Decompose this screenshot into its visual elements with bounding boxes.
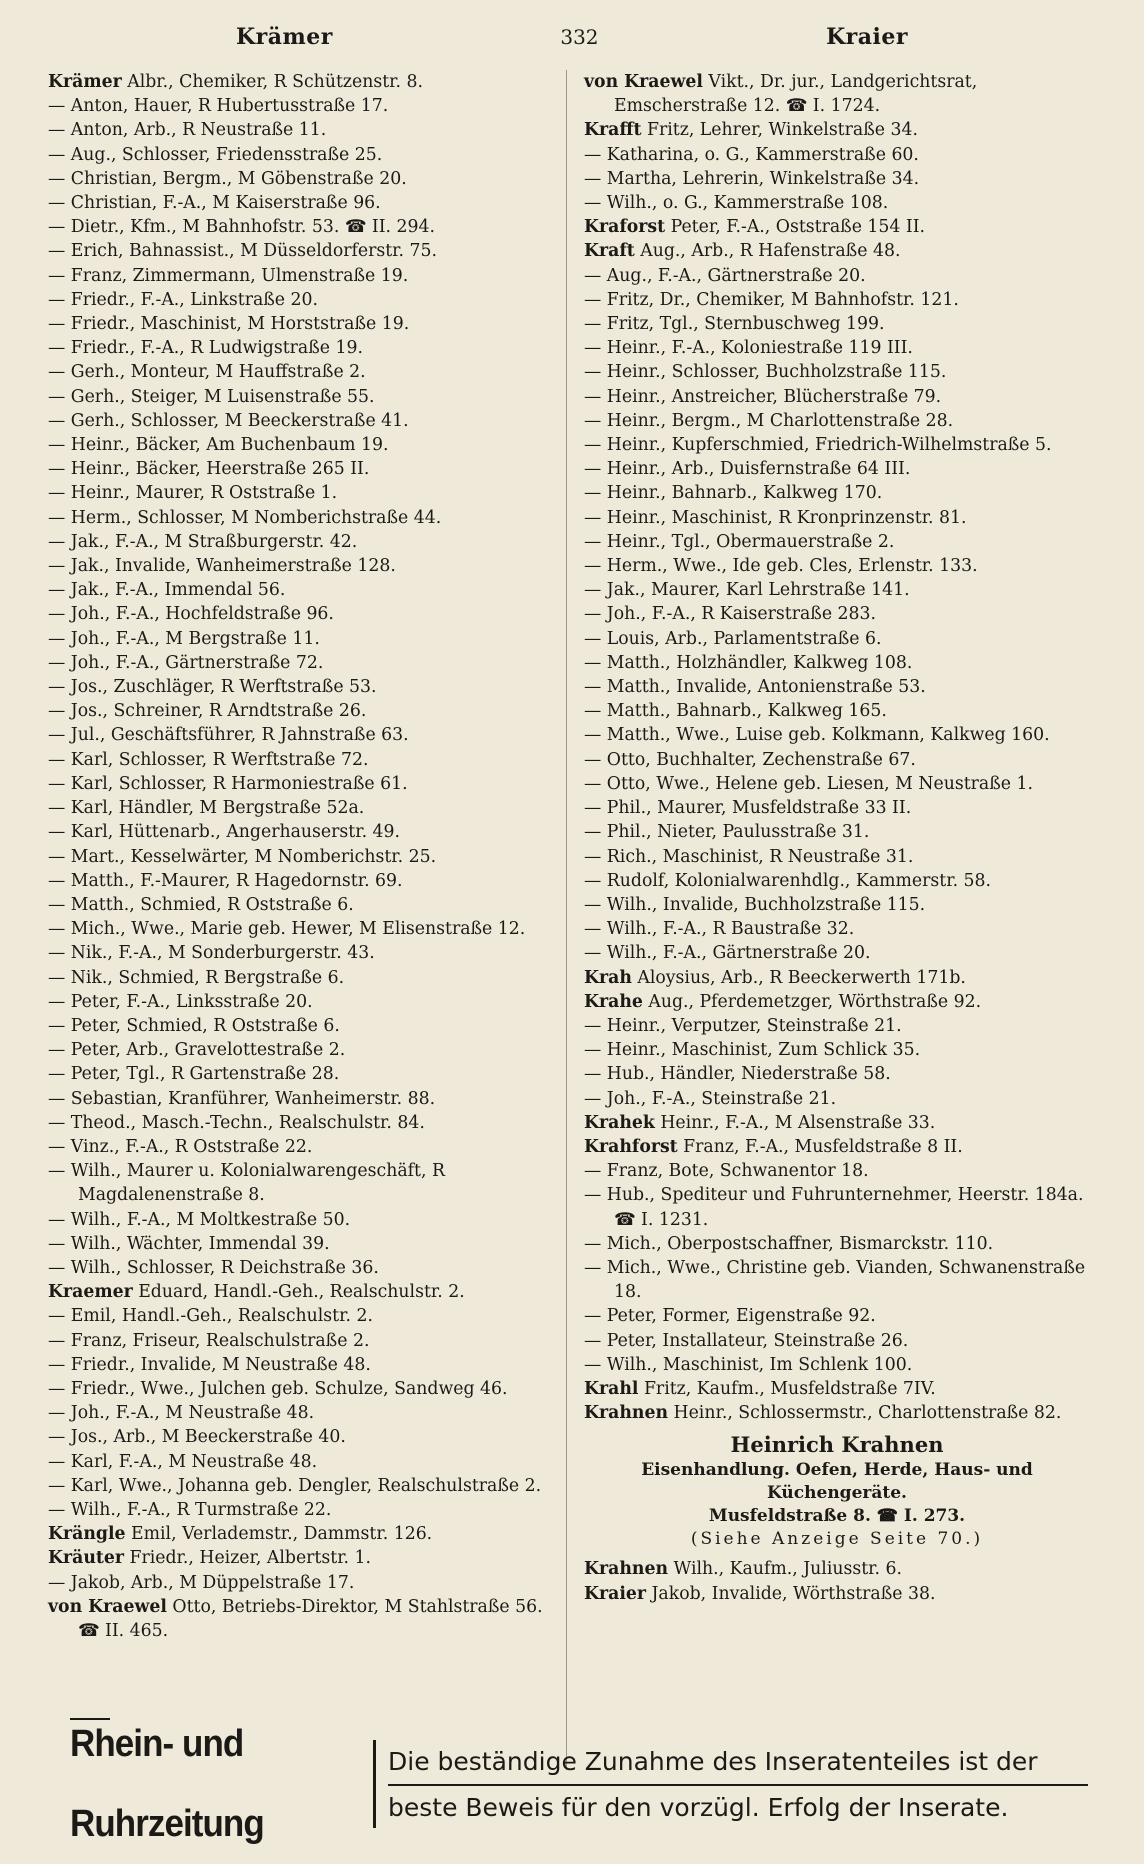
entry-text: — Jak., Maurer, Karl Lehrstraße 141. — [584, 580, 910, 601]
entry-text: Franz, F.-A., Musfeldstraße 8 II. — [677, 1136, 963, 1157]
entry-text: — Heinr., Bergm., M Charlottenstraße 28. — [584, 410, 954, 431]
directory-entry — [584, 748, 1090, 772]
advertisement-reference: (Siehe Anzeige Seite 70.) — [690, 1529, 984, 1550]
directory-entry — [584, 409, 1090, 433]
entry-text: — Christian, Bergm., M Göbenstraße 20. — [48, 168, 407, 189]
entry-text: — Matth., Wwe., Luise geb. Kolkmann, Kalkweg 160. — [584, 725, 1050, 746]
entry-text: — Wilh., Maurer u. Kolonialwarengeschäft, R Magdalenenstraße 8. — [48, 1161, 445, 1206]
entry-text: — Peter, Installateur, Steinstraße 26. — [584, 1330, 909, 1351]
entry-text: — Matth., Schmied, R Oststraße 6. — [48, 894, 354, 915]
entry-text: — Heinr., Maschinist, Zum Schlick 35. — [584, 1040, 921, 1061]
entry-text: — Wilh., F.-A., Gärtnerstraße 20. — [584, 943, 871, 964]
directory-entry — [584, 1232, 1090, 1256]
entry-text: — Otto, Buchhalter, Zechenstraße 67. — [584, 749, 916, 770]
directory-entry — [48, 748, 548, 772]
entry-text: — Matth., Holzhändler, Kalkweg 108. — [584, 652, 913, 673]
entry-text: — Jak., F.-A., Immendal 56. — [48, 580, 286, 601]
entry-text: — Erich, Bahnassist., M Düsseldorferstr. 75. — [48, 241, 438, 262]
entry-text: — Jakob, Arb., M Düppelstraße 17. — [48, 1572, 355, 1593]
directory-entry — [48, 1425, 548, 1449]
entry-text: — Jos., Zuschläger, R Werftstraße 53. — [48, 677, 377, 698]
directory-entry — [48, 917, 548, 941]
page-number: 332 — [560, 25, 599, 49]
entry-text: — Wilh., F.-A., R Turmstraße 22. — [48, 1499, 332, 1520]
entry-text: Wilh., Kaufm., Juliusstr. 6. — [668, 1559, 902, 1580]
directory-entry — [48, 1159, 548, 1207]
entry-text: Heinr., Schlossermstr., Charlottenstraße 82. — [668, 1403, 1062, 1424]
entry-text: — Sebastian, Kranführer, Wanheimerstr. 88. — [48, 1088, 436, 1109]
directory-entry — [48, 336, 548, 360]
entry-text: Friedr., Heizer, Albertstr. 1. — [123, 1548, 372, 1569]
directory-entry — [48, 215, 548, 239]
directory-entry — [48, 288, 548, 312]
entry-text: — Heinr., Bäcker, Heerstraße 265 II. — [48, 459, 370, 480]
entry-text: — Matth., F.-Maurer, R Hagedornstr. 69. — [48, 870, 403, 891]
directory-entry — [48, 70, 548, 94]
directory-entry — [584, 312, 1090, 336]
directory-entry — [48, 1401, 548, 1425]
entry-text: — Wilh., Invalide, Buchholzstraße 115. — [584, 894, 926, 915]
entry-text: — Vinz., F.-A., R Oststraße 22. — [48, 1136, 313, 1157]
directory-entry — [584, 1087, 1090, 1111]
directory-entry — [584, 167, 1090, 191]
entry-text: — Heinr., Bäcker, Am Buchenbaum 19. — [48, 435, 389, 456]
entry-text: — Hub., Händler, Niederstraße 58. — [584, 1064, 891, 1085]
directory-entry — [48, 118, 548, 142]
directory-entry — [48, 941, 548, 965]
directory-entry — [584, 1256, 1090, 1304]
directory-entry — [584, 675, 1090, 699]
entry-text: — Karl, Händler, M Bergstraße 52a. — [48, 798, 365, 819]
entry-text: — Phil., Maurer, Musfeldstraße 33 II. — [584, 798, 912, 819]
directory-entry — [48, 1377, 548, 1401]
entry-text: — Gerh., Steiger, M Luisenstraße 55. — [48, 386, 375, 407]
entry-text: — Joh., F.-A., Hochfeldstraße 96. — [48, 604, 334, 625]
entry-text: — Peter, Tgl., R Gartenstraße 28. — [48, 1064, 340, 1085]
directory-entry — [48, 893, 548, 917]
directory-entry — [48, 1522, 548, 1546]
footer-advertisement — [70, 1718, 1086, 1845]
entry-text: — Wilh., F.-A., M Moltkestraße 50. — [48, 1209, 351, 1230]
directory-entry — [584, 772, 1090, 796]
directory-entry — [48, 845, 548, 869]
entry-text: — Franz, Bote, Schwanentor 18. — [584, 1161, 869, 1182]
entry-text: — Mich., Oberpostschaffner, Bismarckstr. 110. — [584, 1233, 994, 1254]
directory-entry — [584, 699, 1090, 723]
directory-entry — [48, 699, 548, 723]
entry-text: — Heinr., F.-A., Koloniestraße 119 III. — [584, 338, 913, 359]
entry-text: — Emil, Handl.-Geh., Realschulstr. 2. — [48, 1306, 373, 1327]
entry-text: — Mich., Wwe., Christine geb. Vianden, Schwanenstraße 18. — [584, 1257, 1086, 1303]
directory-entry — [48, 409, 548, 433]
entry-text: — Dietr., Kfm., M Bahnhofstr. 53. ☎ II. 294. — [48, 217, 435, 238]
entry-text: — Friedr., F.-A., R Ludwigstraße 19. — [48, 338, 363, 359]
directory-entry — [584, 1062, 1090, 1086]
entry-text: — Christian, F.-A., M Kaiserstraße 96. — [48, 193, 381, 214]
entry-surname: Krafft — [584, 120, 642, 141]
directory-entry — [584, 651, 1090, 675]
entry-text: — Heinr., Arb., Duisfernstraße 64 III. — [584, 459, 911, 480]
entry-text: — Mich., Wwe., Marie geb. Hewer, M Elisenstraße 12. — [48, 919, 526, 940]
entry-text: — Heinr., Tgl., Obermauerstraße 2. — [584, 531, 895, 552]
entry-text: — Heinr., Verputzer, Steinstraße 21. — [584, 1015, 902, 1036]
directory-entry — [584, 1304, 1090, 1328]
directory-entry — [584, 118, 1090, 142]
entry-text: — Friedr., Maschinist, M Horststraße 19. — [48, 314, 410, 335]
advertisement-krahnen — [584, 1431, 1090, 1551]
advertisement-line: Küchengeräte. — [767, 1483, 907, 1504]
directory-entry — [584, 264, 1090, 288]
entry-surname: Krahl — [584, 1378, 639, 1399]
directory-entry — [584, 917, 1090, 941]
directory-entry — [48, 869, 548, 893]
entry-text: — Anton, Hauer, R Hubertusstraße 17. — [48, 96, 389, 117]
directory-entry — [48, 627, 548, 651]
entry-text: — Heinr., Kupferschmied, Friedrich-Wilhelmstraße 5. — [584, 435, 1052, 456]
entry-surname: Krämer — [48, 72, 122, 92]
entry-surname: Krahe — [584, 991, 643, 1012]
directory-entry — [584, 796, 1090, 820]
entry-text: — Karl, F.-A., M Neustraße 48. — [48, 1451, 318, 1472]
directory-entry — [48, 1135, 548, 1159]
directory-entry — [48, 433, 548, 457]
directory-entry — [584, 1038, 1090, 1062]
directory-entry — [584, 941, 1090, 965]
column-divider — [566, 70, 567, 1770]
directory-entry — [584, 70, 1090, 118]
directory-entry — [48, 94, 548, 118]
directory-entry — [48, 796, 548, 820]
directory-entry — [584, 1329, 1090, 1353]
directory-entry — [584, 578, 1090, 602]
directory-entry — [584, 506, 1090, 530]
entry-text: — Anton, Arb., R Neustraße 11. — [48, 120, 327, 141]
page-header — [50, 20, 1094, 54]
entry-text: — Gerh., Monteur, M Hauffstraße 2. — [48, 362, 366, 383]
directory-entry — [584, 554, 1090, 578]
directory-entry — [48, 651, 548, 675]
directory-entry — [48, 602, 548, 626]
entry-surname: von Kraewel — [584, 72, 703, 92]
entry-text: Aug., Pferdemetzger, Wörthstraße 92. — [642, 991, 982, 1012]
entry-surname: Kraft — [584, 241, 635, 262]
directory-entry — [48, 820, 548, 844]
entry-surname: Kräuter — [48, 1548, 124, 1569]
entry-text: — Herm., Schlosser, M Nomberichstraße 44. — [48, 507, 442, 528]
entry-text: — Jos., Arb., M Beeckerstraße 40. — [48, 1427, 346, 1448]
directory-entry — [584, 869, 1090, 893]
entry-text: — Heinr., Maurer, R Oststraße 1. — [48, 483, 338, 504]
entry-text: Aug., Arb., R Hafenstraße 48. — [634, 241, 901, 262]
directory-entry — [48, 675, 548, 699]
entry-text: Fritz, Kaufm., Musfeldstraße 7IV. — [638, 1378, 936, 1399]
slogan-line-1: Die beständige Zunahme des Inseratenteiles ist der — [388, 1747, 1038, 1776]
directory-entry — [584, 1557, 1090, 1581]
right-column-entries-b — [584, 1557, 1090, 1605]
entry-text: — Heinr., Maschinist, R Kronprinzenstr. 81. — [584, 507, 967, 528]
entry-text: — Hub., Spediteur und Fuhrunternehmer, Heerstr. 184a. ☎ I. 1231. — [584, 1185, 1084, 1230]
entry-text: — Joh., F.-A., M Bergstraße 11. — [48, 628, 320, 649]
right-column — [584, 70, 1090, 1606]
entry-text: — Otto, Wwe., Helene geb. Liesen, M Neustraße 1. — [584, 773, 1033, 794]
entry-text: — Friedr., Invalide, M Neustraße 48. — [48, 1354, 371, 1375]
entry-text: — Franz, Zimmermann, Ulmenstraße 19. — [48, 265, 409, 286]
directory-entry — [48, 578, 548, 602]
entry-text: — Peter, Arb., Gravelottestraße 2. — [48, 1040, 346, 1061]
header-right-keyword: Kraier — [826, 24, 908, 50]
entry-text: — Katharina, o. G., Kammerstraße 60. — [584, 144, 919, 165]
left-column — [48, 70, 548, 1643]
entry-text: — Joh., F.-A., R Kaiserstraße 283. — [584, 604, 877, 625]
entry-text: — Heinr., Bahnarb., Kalkweg 170. — [584, 483, 883, 504]
directory-entry — [48, 264, 548, 288]
entry-text: — Jos., Schreiner, R Arndtstraße 26. — [48, 701, 367, 722]
directory-entry — [48, 506, 548, 530]
entry-text: — Karl, Schlosser, R Harmoniestraße 61. — [48, 773, 408, 794]
entry-text: — Herm., Wwe., Ide geb. Cles, Erlenstr. 133. — [584, 556, 978, 577]
directory-entry — [584, 1582, 1090, 1606]
directory-entry — [48, 1232, 548, 1256]
directory-entry — [584, 191, 1090, 215]
directory-entry — [48, 1038, 548, 1062]
directory-entry — [584, 1135, 1090, 1159]
entry-text: — Karl, Wwe., Johanna geb. Dengler, Realschulstraße 2. — [48, 1475, 542, 1496]
directory-entry — [584, 966, 1090, 990]
entry-text: Vikt., Dr. jur., Landgerichtsrat, Emscherstraße 12. ☎ I. 1724. — [614, 72, 978, 117]
directory-entry — [48, 1087, 548, 1111]
directory-entry — [584, 336, 1090, 360]
entry-text: — Peter, Schmied, R Oststraße 6. — [48, 1015, 340, 1036]
entry-text: — Rich., Maschinist, R Neustraße 31. — [584, 846, 914, 867]
directory-entry — [584, 1159, 1090, 1183]
entry-text: — Karl, Hüttenarb., Angerhauserstr. 49. — [48, 822, 401, 843]
directory-entry — [584, 820, 1090, 844]
directory-entry — [48, 1474, 548, 1498]
directory-entry — [48, 360, 548, 384]
directory-entry — [48, 1595, 548, 1643]
entry-text: Heinr., F.-A., M Alsenstraße 33. — [654, 1112, 936, 1133]
directory-entry — [48, 312, 548, 336]
entry-text: Peter, F.-A., Oststraße 154 II. — [665, 217, 926, 238]
entry-surname: Kraier — [584, 1583, 646, 1604]
entry-surname: Krah — [584, 967, 632, 988]
directory-entry — [584, 215, 1090, 239]
entry-text: Fritz, Lehrer, Winkelstraße 34. — [641, 120, 918, 141]
directory-entry — [584, 602, 1090, 626]
directory-entry — [584, 1183, 1090, 1231]
entry-text: — Joh., F.-A., Gärtnerstraße 72. — [48, 652, 324, 673]
entry-text: — Karl, Schlosser, R Werftstraße 72. — [48, 749, 369, 770]
directory-entry — [48, 723, 548, 747]
advertisement-address: Musfeldstraße 8. ☎ I. 273. — [708, 1506, 966, 1527]
directory-entry — [584, 288, 1090, 312]
directory-entry — [48, 191, 548, 215]
entry-text: — Wilh., F.-A., R Baustraße 32. — [584, 919, 855, 940]
entry-surname: Krahforst — [584, 1136, 678, 1157]
directory-entry — [48, 167, 548, 191]
directory-entry — [48, 385, 548, 409]
directory-entry — [48, 1111, 548, 1135]
directory-entry — [584, 530, 1090, 554]
directory-entry — [584, 1014, 1090, 1038]
directory-entry — [48, 1062, 548, 1086]
directory-entry — [584, 1377, 1090, 1401]
entry-text: — Wilh., Wächter, Immendal 39. — [48, 1233, 330, 1254]
entry-text: — Wilh., Schlosser, R Deichstraße 36. — [48, 1257, 379, 1278]
entry-text: — Phil., Nieter, Paulusstraße 31. — [584, 822, 870, 843]
entry-text: — Peter, Former, Eigenstraße 92. — [584, 1306, 876, 1327]
entry-text: — Matth., Bahnarb., Kalkweg 165. — [584, 701, 887, 722]
entry-text: — Matth., Invalide, Antonienstraße 53. — [584, 677, 926, 698]
directory-entry — [48, 1571, 548, 1595]
entry-text: — Peter, F.-A., Linksstraße 20. — [48, 991, 313, 1012]
entry-text: — Mart., Kesselwärter, M Nomberichstr. 25. — [48, 846, 437, 867]
entry-text: — Jak., F.-A., M Straßburgerstr. 42. — [48, 531, 358, 552]
entry-text: — Wilh., o. G., Kammerstraße 108. — [584, 193, 889, 214]
entry-text: — Franz, Friseur, Realschulstraße 2. — [48, 1330, 370, 1351]
entry-text: — Aug., F.-A., Gärtnerstraße 20. — [584, 265, 866, 286]
directory-entry — [584, 481, 1090, 505]
directory-entry — [48, 1014, 548, 1038]
entry-surname: von Kraewel — [48, 1596, 167, 1617]
advertisement-title: Heinrich Krahnen — [730, 1432, 944, 1458]
divider — [373, 1740, 376, 1828]
directory-entry — [48, 481, 548, 505]
directory-entry — [584, 143, 1090, 167]
directory-entry — [48, 1353, 548, 1377]
directory-entry — [48, 1450, 548, 1474]
entry-text: — Martha, Lehrerin, Winkelstraße 34. — [584, 168, 920, 189]
entry-text: Eduard, Handl.-Geh., Realschulstr. 2. — [132, 1282, 465, 1303]
directory-entry — [48, 143, 548, 167]
directory-entry — [48, 1280, 548, 1304]
entry-text: — Aug., Schlosser, Friedensstraße 25. — [48, 144, 383, 165]
entry-surname: Kraforst — [584, 217, 666, 238]
entry-text: — Nik., F.-A., M Sonderburgerstr. 43. — [48, 943, 375, 964]
entry-text: Albr., Chemiker, R Schützenstr. 8. — [121, 72, 423, 92]
directory-entry — [584, 239, 1090, 263]
entry-text: — Friedr., F.-A., Linkstraße 20. — [48, 289, 319, 310]
entry-text: — Heinr., Anstreicher, Blücherstraße 79. — [584, 386, 942, 407]
directory-entry — [584, 360, 1090, 384]
directory-entry — [584, 1111, 1090, 1135]
directory-entry — [584, 457, 1090, 481]
slogan-line-2: beste Beweis für den vorzügl. Erfolg der Inserate. — [388, 1784, 1088, 1830]
directory-entry — [584, 845, 1090, 869]
directory-entry — [48, 554, 548, 578]
entry-surname: Krahnen — [584, 1403, 669, 1424]
footer-slogan — [388, 1740, 1088, 1830]
directory-entry — [584, 627, 1090, 651]
entry-text: Otto, Betriebs-Direktor, M Stahlstraße 56. ☎ II. 465. — [78, 1596, 543, 1641]
entry-text: — Nik., Schmied, R Bergstraße 6. — [48, 967, 345, 988]
header-left-keyword: Krämer — [236, 24, 333, 50]
directory-entry — [48, 1208, 548, 1232]
entry-surname: Krahek — [584, 1112, 655, 1133]
directory-entry — [48, 1546, 548, 1570]
directory-entry — [584, 1401, 1090, 1425]
right-column-entries-a — [584, 70, 1090, 1425]
directory-entry — [584, 1353, 1090, 1377]
directory-entry — [584, 893, 1090, 917]
advertisement-line: Eisenhandlung. Oefen, Herde, Haus- und — [641, 1460, 1033, 1481]
directory-entry — [48, 966, 548, 990]
directory-entry — [48, 457, 548, 481]
directory-entry — [48, 1329, 548, 1353]
directory-entry — [48, 530, 548, 554]
directory-entry — [48, 1498, 548, 1522]
entry-surname: Krängle — [48, 1524, 126, 1545]
directory-entry — [48, 239, 548, 263]
newspaper-brand: Rhein- und Ruhrzeitung — [70, 1723, 264, 1845]
entry-text: — Rudolf, Kolonialwarenhdlg., Kammerstr. 58. — [584, 870, 992, 891]
directory-entry — [584, 433, 1090, 457]
directory-entry — [48, 1304, 548, 1328]
entry-text: — Jak., Invalide, Wanheimerstraße 128. — [48, 556, 396, 577]
entry-text: — Joh., F.-A., M Neustraße 48. — [48, 1403, 315, 1424]
entry-text: Emil, Verlademstr., Dammstr. 126. — [125, 1524, 433, 1545]
entry-text: Jakob, Invalide, Wörthstraße 38. — [646, 1583, 936, 1604]
entry-text: — Wilh., Maschinist, Im Schlenk 100. — [584, 1354, 913, 1375]
directory-entry — [584, 990, 1090, 1014]
directory-entry — [48, 1256, 548, 1280]
entry-text: — Fritz, Tgl., Sternbuschweg 199. — [584, 314, 885, 335]
entry-text: — Heinr., Schlosser, Buchholzstraße 115. — [584, 362, 947, 383]
entry-text: — Joh., F.-A., Steinstraße 21. — [584, 1088, 837, 1109]
directory-entry — [48, 772, 548, 796]
entry-text: — Gerh., Schlosser, M Beeckerstraße 41. — [48, 410, 409, 431]
entry-text: — Friedr., Wwe., Julchen geb. Schulze, Sandweg 46. — [48, 1378, 508, 1399]
entry-text: — Fritz, Dr., Chemiker, M Bahnhofstr. 121. — [584, 289, 959, 310]
entry-text: — Jul., Geschäftsführer, R Jahnstraße 63. — [48, 725, 409, 746]
directory-entry — [48, 990, 548, 1014]
entry-surname: Krahnen — [584, 1559, 669, 1580]
entry-surname: Kraemer — [48, 1282, 133, 1303]
entry-text: — Theod., Masch.-Techn., Realschulstr. 84. — [48, 1112, 425, 1133]
entry-text: Aloysius, Arb., R Beeckerwerth 171b. — [631, 967, 966, 988]
directory-entry — [584, 723, 1090, 747]
directory-entry — [584, 385, 1090, 409]
entry-text: — Louis, Arb., Parlamentstraße 6. — [584, 628, 882, 649]
